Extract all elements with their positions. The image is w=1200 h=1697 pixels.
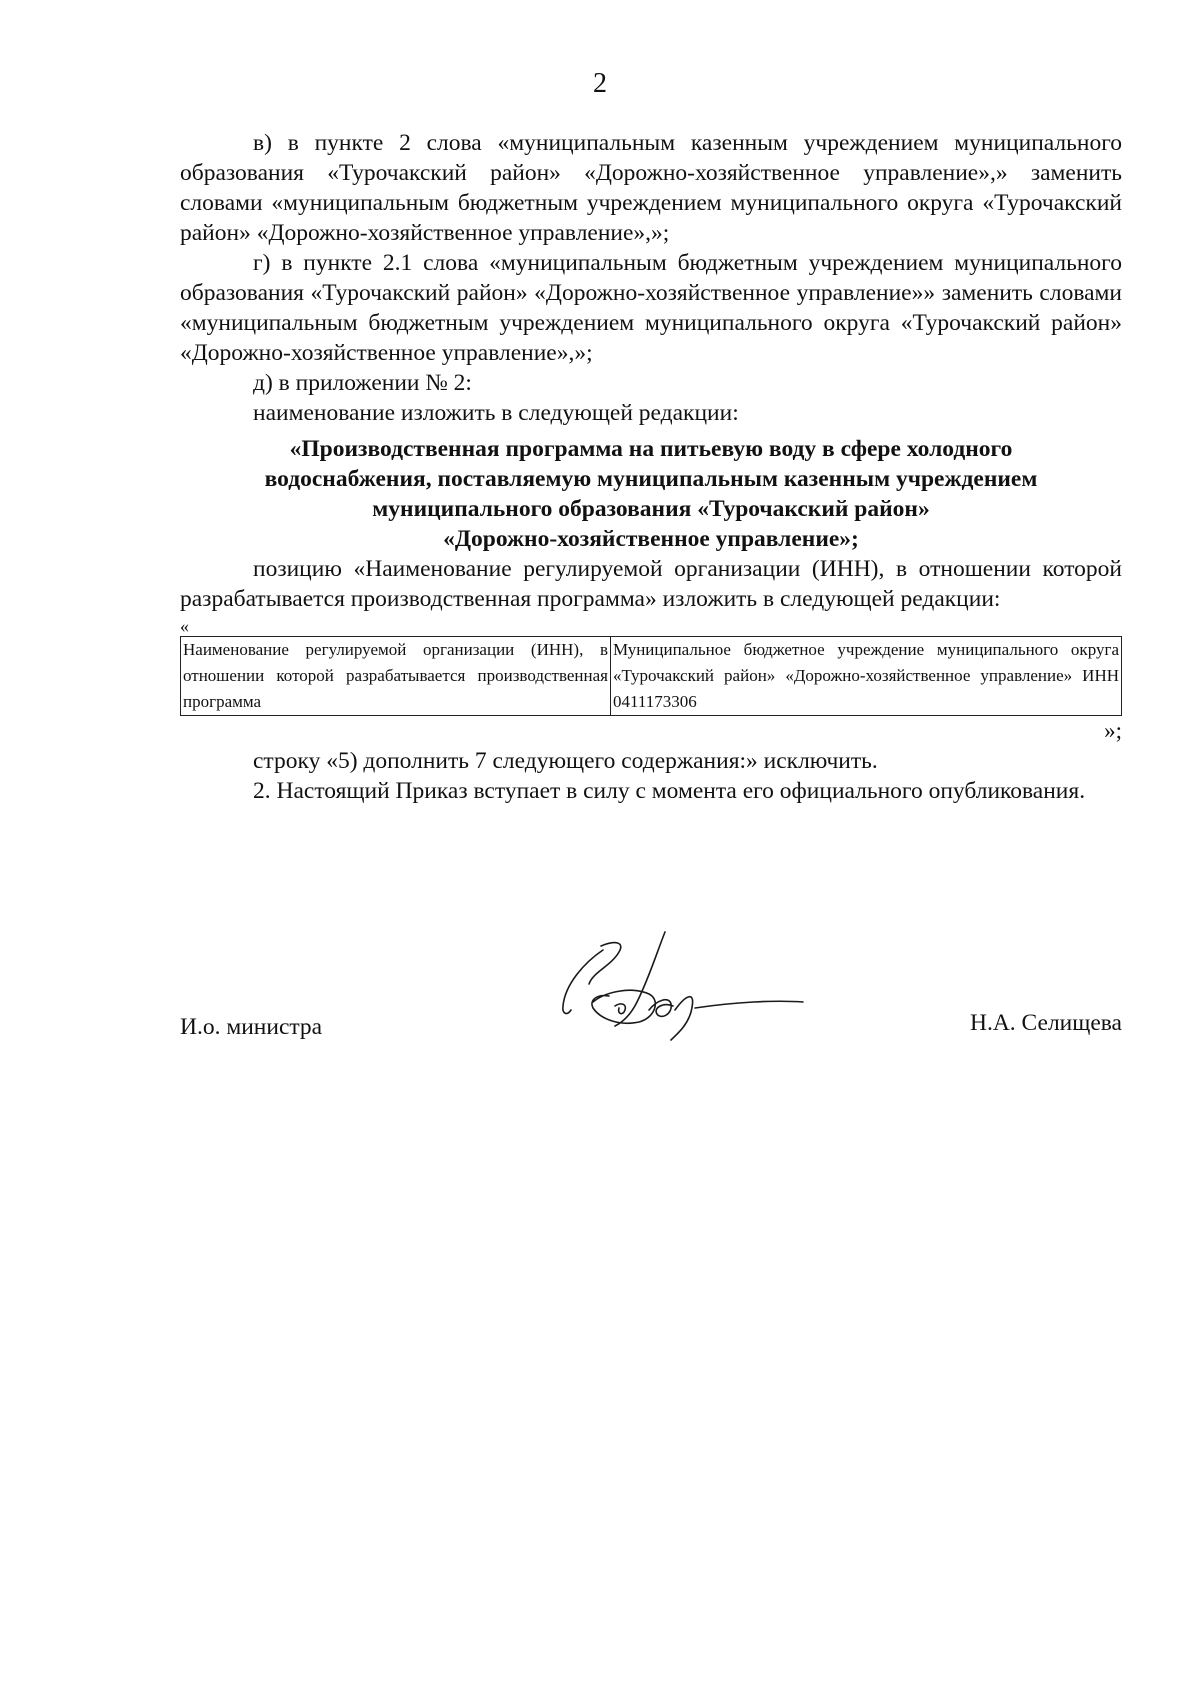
paragraph-naming: наименование изложить в следующей редакции: bbox=[253, 400, 739, 426]
paragraph-g: г) в пункте 2.1 слова «муниципальным бюджетным учреждением муниципального образования «Турочакский район» «Дорожно-хозяйственное управление»» заменить словами «муниципальным бюджетным учреждением муниципального округа «Турочакский район» «Дорожно-хозяйственное управление»,»; bbox=[180, 250, 1122, 366]
program-title-line: муниципального образования «Турочакский район» bbox=[372, 496, 930, 522]
signer-title: И.о. министра bbox=[180, 1014, 323, 1040]
table-cell-value: Муниципальное бюджетное учреждение муниципального округа «Турочакский район» «Дорожно-хозяйственное управление» ИНН 0411173306 bbox=[611, 637, 1122, 716]
paragraph-position: позицию «Наименование регулируемой организации (ИНН), в отношении которой разрабатывается производственная программа» изложить в следующей редакции: bbox=[180, 556, 1122, 612]
page-number: 2 bbox=[593, 68, 607, 99]
table-cell-label: Наименование регулируемой организации (ИНН), в отношении которой разрабатывается производственная программа bbox=[181, 637, 611, 716]
program-title-line: «Производственная программа на питьевую воду в сфере холодного bbox=[289, 436, 1013, 462]
paragraph-d: д) в приложении № 2: bbox=[253, 370, 472, 396]
close-quote: »; bbox=[1104, 718, 1122, 743]
organization-table bbox=[180, 636, 1122, 716]
paragraph-exclude: строку «5) дополнить 7 следующего содержания:» исключить. bbox=[253, 748, 878, 774]
paragraph-v: в) в пункте 2 слова «муниципальным казенным учреждением муниципального образования «Турочакский район» «Дорожно-хозяйственное управление»,» заменить словами «муниципальным бюджетным учреждением муниципального округа «Турочакский район» «Дорожно-хозяйственное управление»,»; bbox=[180, 130, 1122, 246]
table-row bbox=[181, 637, 1122, 716]
program-title bbox=[180, 434, 1122, 554]
program-title-line: водоснабжения, поставляемую муниципальным казенным учреждением bbox=[264, 466, 1038, 492]
program-title-line: «Дорожно-хозяйственное управление»; bbox=[443, 526, 859, 552]
paragraph-effective: 2. Настоящий Приказ вступает в силу с момента его официального опубликования. bbox=[253, 778, 1086, 804]
signature-image bbox=[545, 922, 805, 1042]
document-body bbox=[180, 128, 1122, 806]
open-quote: « bbox=[180, 616, 189, 636]
signer-name: Н.А. Селищева bbox=[969, 1010, 1122, 1036]
